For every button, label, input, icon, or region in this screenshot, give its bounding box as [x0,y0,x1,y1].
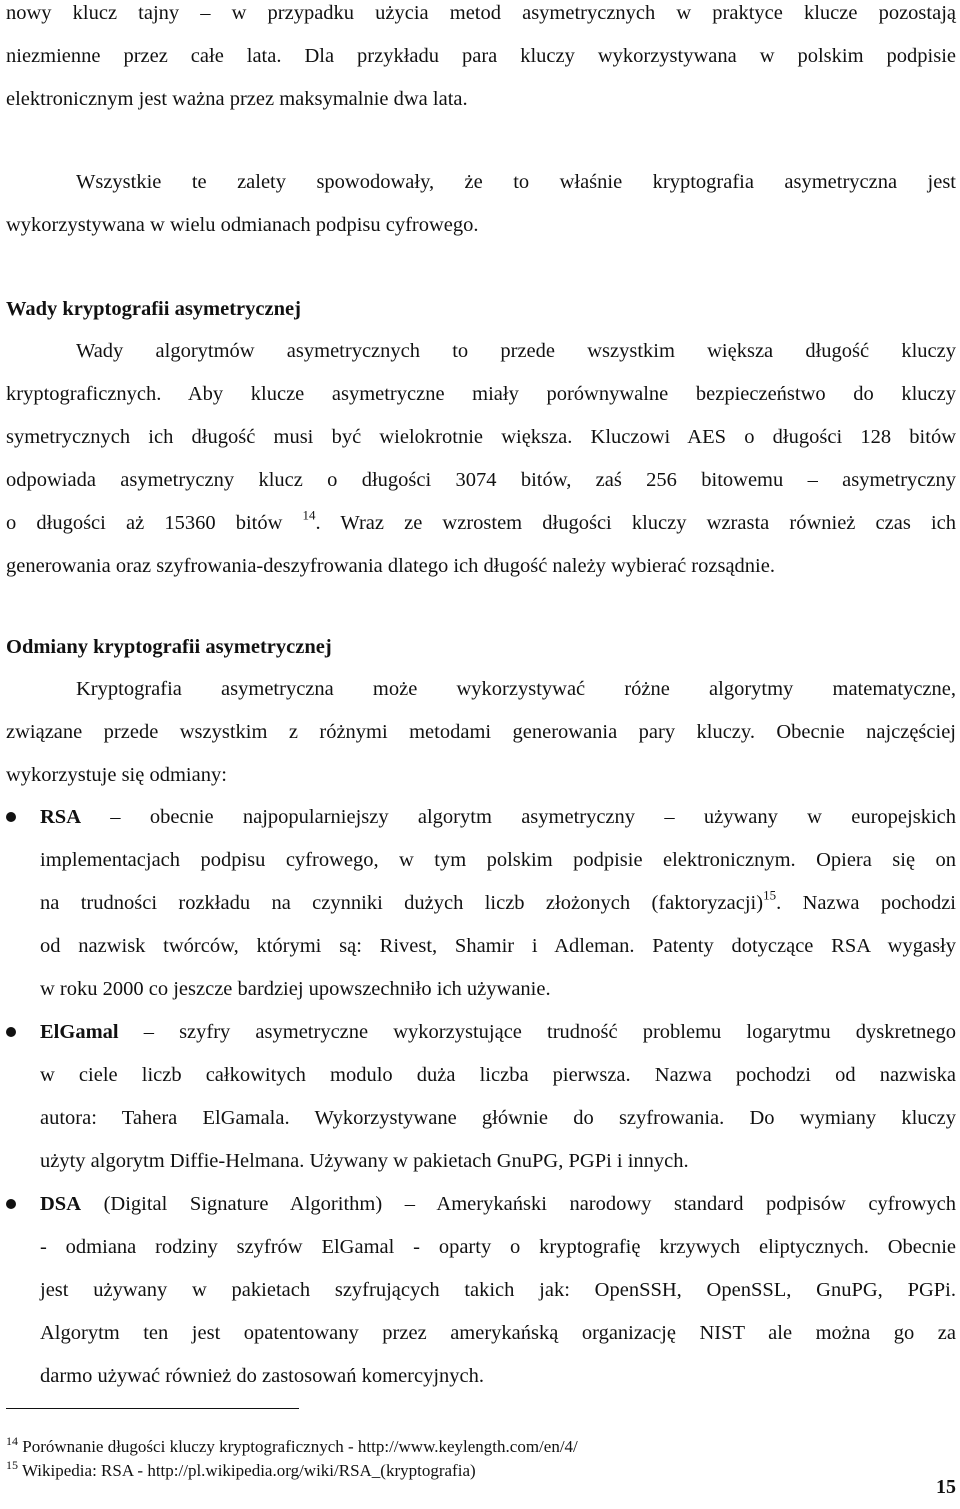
text-line: symetrycznych ich długość musi być wielokrotnie większa. Kluczowi AES o długości 128 bitów [6,426,956,448]
text-line: implementacjach podpisu cyfrowego, w tym polskim podpisie elektronicznym. Opiera się on [40,849,956,871]
list-term: DSA [40,1193,82,1215]
text-line: związane przede wszystkim z różnymi metodami generowania pary kluczy. Obecnie najczęściej [6,721,956,743]
page-number: 15 [936,1476,956,1498]
list-item-elgamal [6,1011,956,1183]
text-span: . Nazwa pochodzi [776,892,956,914]
footnote-ref[interactable]: 14 [302,507,316,523]
text-line [40,796,956,839]
footnote-separator [6,1408,299,1409]
text-line: niezmienne przez całe lata. Dla przykładu para kluczy wykorzystywana w polskim podpisie [6,45,956,67]
paragraph-variants [6,668,956,797]
paragraph-flaws [6,330,956,588]
paragraph-top [6,0,956,121]
text-span: na trudności rozkładu na czynniki dużych liczb złożonych (faktoryzacji) [40,892,764,914]
footnote-number: 14 [6,1433,18,1448]
text-line: w roku 2000 co jeszcze bardziej upowszechniło ich używanie. [40,978,551,1000]
text-span: – szyfry asymetryczne wykorzystujące trudność problemu logarytmu dyskretnego [118,1021,956,1043]
text-line [6,502,956,545]
text-line: wykorzystywana w wielu odmianach podpisu cyfrowego. [6,214,479,236]
text-line: wykorzystuje się odmiany: [6,764,227,786]
text-span: o długości aż 15360 bitów [6,512,303,534]
algorithm-list [6,796,956,1398]
footnote-text[interactable]: Porównanie długości kluczy kryptograficznych - http://www.keylength.com/en/4/ [18,1437,578,1456]
text-span: – obecnie najpopularniejszy algorytm asymetryczny – używany w europejskich [81,806,956,828]
text-line: Kryptografia asymetryczna może wykorzystywać różne algorytmy matematyczne, [76,678,956,700]
text-line [40,882,956,925]
text-line: Algorytm ten jest opatentowany przez amerykańską organizację NIST ale można go za [40,1322,956,1344]
bullet-icon [6,1027,16,1037]
text-line: autora: Tahera ElGamala. Wykorzystywane głównie do szyfrowania. Do wymiany kluczy [40,1107,956,1129]
list-item-dsa [6,1183,956,1398]
footnote-15 [6,1457,476,1482]
text-line: jest używany w pakietach szyfrujących takich jak: OpenSSH, OpenSSL, GnuPG, PGPi. [40,1279,956,1301]
text-line: Wszystkie te zalety spowodowały, że to właśnie kryptografia asymetryczna jest [76,171,956,193]
text-line: odpowiada asymetryczny klucz o długości 3074 bitów, zaś 256 bitowemu – asymetryczny [6,469,956,491]
text-line: nowy klucz tajny – w przypadku użycia metod asymetrycznych w praktyce klucze pozostają [6,2,956,24]
text-line: generowania oraz szyfrowania-deszyfrowania dlatego ich długość należy wybierać rozsądnie. [6,555,775,577]
text-line [40,1183,956,1226]
bullet-icon [6,812,16,822]
footnote-14 [6,1433,578,1458]
text-line: Wady algorytmów asymetrycznych to przede wszystkim większa długość kluczy [76,340,956,362]
list-term: RSA [40,806,82,828]
text-span: (Digital Signature Algorithm) – Amerykański narodowy standard podpisów cyfrowych [81,1193,956,1215]
text-line [40,1011,956,1054]
text-line: kryptograficznych. Aby klucze asymetryczne miały porównywalne bezpieczeństwo do kluczy [6,383,956,405]
footnote-text[interactable]: Wikipedia: RSA - http://pl.wikipedia.org/wiki/RSA_(kryptografia) [18,1461,476,1480]
text-span: . Wraz ze wzrostem długości kluczy wzrasta również czas ich [315,512,956,534]
footnote-number: 15 [6,1457,18,1472]
text-line: użyty algorytm Diffie-Helmana. Używany w pakietach GnuPG, PGPi i innych. [40,1150,689,1172]
text-line: - odmiana rodziny szyfrów ElGamal - oparty o kryptografię krzywych eliptycznych. Obecnie [40,1236,956,1258]
section-heading-variants: Odmiany kryptografii asymetrycznej [6,636,332,658]
section-heading-flaws: Wady kryptografii asymetrycznej [6,298,301,320]
bullet-icon [6,1199,16,1209]
footnote-ref[interactable]: 15 [763,887,777,903]
text-line: od nazwisk twórców, którymi są: Rivest, Shamir i Adleman. Patenty dotyczące RSA wygasły [40,935,956,957]
text-line: w ciele liczb całkowitych modulo duża liczba pierwsza. Nazwa pochodzi od nazwiska [40,1064,956,1086]
paragraph-advantages [6,161,956,247]
text-line: elektronicznym jest ważna przez maksymalnie dwa lata. [6,88,468,110]
text-line: darmo używać również do zastosowań komercyjnych. [40,1365,485,1387]
list-term: ElGamal [40,1021,119,1043]
list-item-rsa [6,796,956,1011]
